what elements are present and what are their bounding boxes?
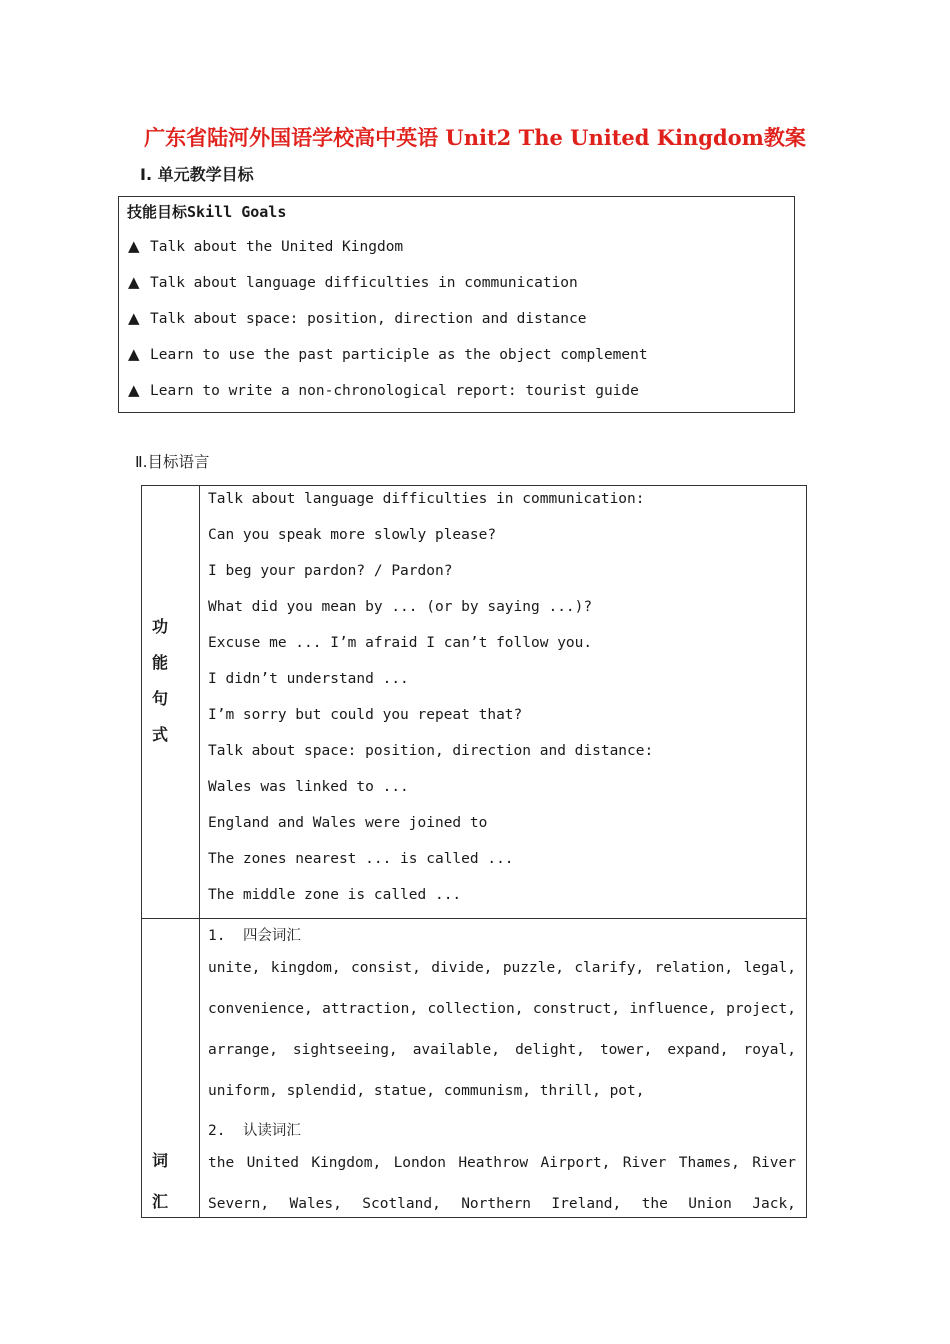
functional-category-char: 式 (152, 725, 169, 744)
section2-heading: Ⅱ.目标语言 (135, 453, 210, 471)
triangle-bullet-icon: ▲ (128, 381, 140, 399)
vocab-row: the United Kingdom, London Heathrow Airport, River Thames, River (208, 1155, 796, 1171)
functional-category-char: 能 (152, 653, 169, 672)
skill-goal-item: ▲ Learn to use the past participle as the object complement (128, 345, 648, 363)
vocab-row-last: uniform, splendid, statue, communism, thrill, pot, (208, 1083, 645, 1099)
functional-category-char: 功 (152, 617, 169, 636)
skill-goals-title-en: Skill Goals (187, 203, 287, 221)
triangle-bullet-icon: ▲ (128, 309, 140, 327)
vocab-group1-title: 四会词汇 (242, 928, 301, 944)
triangle-bullet-icon: ▲ (128, 345, 140, 363)
skill-goal-item: ▲ Talk about the United Kingdom (128, 237, 404, 255)
functional-line: Talk about space: position, direction and distance: (208, 743, 654, 759)
skill-goal-item: ▲ Talk about language difficulties in communication (128, 273, 578, 291)
skill-goals-box (118, 196, 795, 413)
skill-goals-title-zh: 技能目标 (127, 203, 188, 221)
vocabulary-category-char: 词 (152, 1151, 169, 1170)
functional-line: Can you speak more slowly please? (208, 527, 497, 543)
vocab-row: convenience, attraction, collection, construct, influence, project, (208, 1001, 796, 1017)
functional-line: What did you mean by ... (or by saying ...)? (208, 599, 593, 615)
functional-line: Excuse me ... I’m afraid I can’t follow you. (208, 635, 593, 651)
skill-goal-item: ▲ Learn to write a non-chronological report: tourist guide (128, 381, 639, 399)
functional-category-char: 句 (152, 689, 169, 708)
skill-goal-item: ▲ Talk about space: position, direction and distance (128, 309, 587, 327)
functional-line: Talk about language difficulties in communication: (208, 491, 645, 507)
functional-line: I beg your pardon? / Pardon? (208, 563, 453, 579)
triangle-bullet-icon: ▲ (128, 273, 140, 291)
functional-line: I’m sorry but could you repeat that? (208, 707, 523, 723)
functional-line: The middle zone is called ... (208, 887, 462, 903)
vocab-row: Severn, Wales, Scotland, Northern Ireland, the Union Jack, (208, 1196, 796, 1212)
section1-heading: Ⅰ. 单元教学目标 (140, 165, 254, 184)
vocab-group2-number: 2. (208, 1123, 226, 1139)
functional-line: The zones nearest ... is called ... (208, 851, 514, 867)
vocab-group1-number: 1. (208, 928, 226, 944)
vocab-row: arrange, sightseeing, available, delight, tower, expand, royal, (208, 1042, 796, 1058)
target-language-table (141, 485, 807, 1218)
functional-line: England and Wales were joined to (208, 815, 488, 831)
functional-line: I didn’t understand ... (208, 671, 409, 687)
vocab-group2-heading (208, 1119, 301, 1140)
triangle-bullet-icon: ▲ (128, 237, 140, 255)
vocabulary-category-char: 汇 (152, 1192, 169, 1211)
functional-line: Wales was linked to ... (208, 779, 409, 795)
vocab-row: unite, kingdom, consist, divide, puzzle, clarify, relation, legal, (208, 960, 796, 976)
skill-goals-title (127, 201, 286, 222)
vocab-group1-heading (208, 924, 301, 945)
page-title: 广东省陆河外国语学校高中英语 Unit2 The United Kingdom教案 (144, 125, 806, 150)
vocab-group2-title: 认读词汇 (242, 1123, 301, 1139)
row-divider (142, 918, 806, 919)
column-divider (199, 486, 200, 1217)
